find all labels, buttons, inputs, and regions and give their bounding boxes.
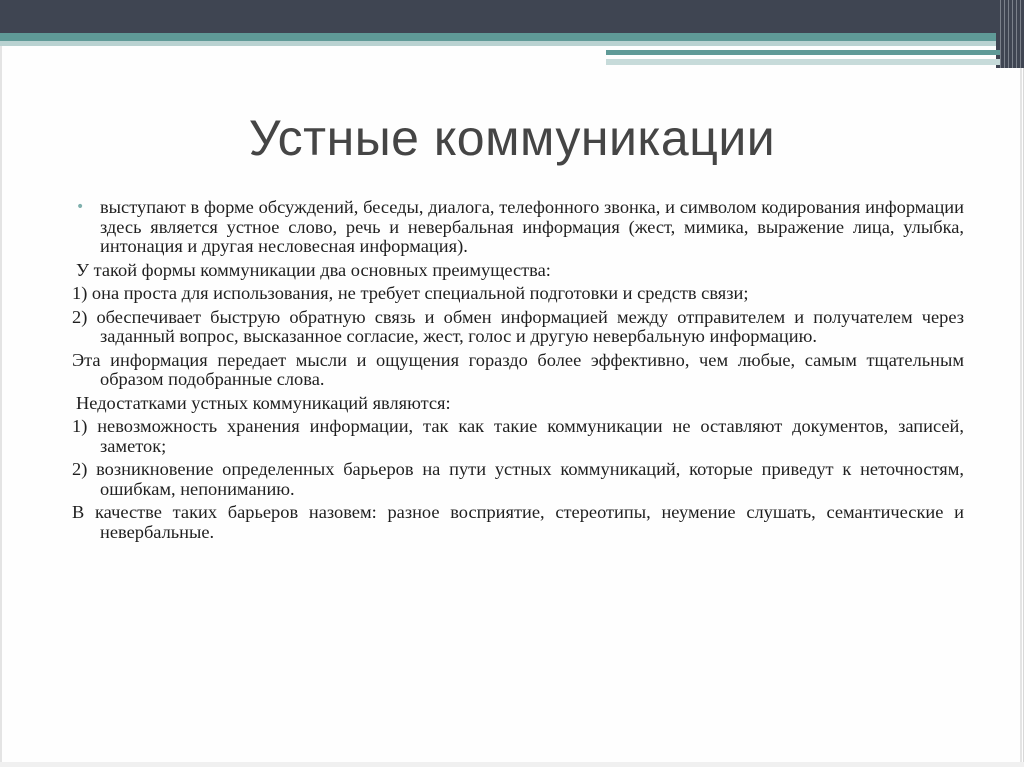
bullet-paragraph: [72, 198, 964, 257]
paragraph-advantage-1: 1) она проста для использования, не требует специальной подготовки и средств связи;: [72, 283, 749, 303]
paragraph-text: выступают в форме обсуждений, беседы, диалога, телефонного звонка, и символом кодирования информации здесь является устное слово, речь и невербальная информация (жест, мимика, выражение лица, улыбка, интонация и другая несловесная информация).: [100, 197, 964, 256]
slide-title: Устные коммуникации: [248, 110, 776, 166]
frame-line-bottom: [0, 762, 1024, 767]
accent-line-teal: [606, 50, 1000, 55]
frame-line-right: [1020, 68, 1022, 767]
bullet-icon: •: [76, 199, 85, 215]
paragraph-barriers: В качестве таких барьеров назовем: разное восприятие, стереотипы, неумение слушать, семантические и невербальные.: [72, 502, 964, 542]
top-light-bar: [0, 41, 1000, 46]
frame-line-left: [0, 46, 2, 767]
paragraph-efficiency: Эта информация передает мысли и ощущения гораздо более эффективно, чем любые, самым тщательным образом подобранные слова.: [72, 349, 964, 389]
top-dark-bar: [0, 0, 1024, 33]
paragraph-advantage-2: 2) обеспечивает быструю обратную связь и обмен информацией между отправителем и получателем через заданный вопрос, высказанное согласие, жест, голос и другую невербальную информацию.: [72, 306, 964, 346]
right-stripes: [1000, 0, 1022, 68]
paragraph-disadvantage-2: 2) возникновение определенных барьеров на пути устных коммуникаций, которые приведут к неточностям, ошибкам, непониманию.: [72, 459, 964, 499]
paragraph-disadvantages-heading: Недостатками устных коммуникаций являются:: [76, 392, 451, 413]
top-teal-bar: [0, 33, 1024, 41]
accent-line-light: [606, 59, 1000, 65]
paragraph-advantages-heading: У такой формы коммуникации два основных преимущества:: [76, 259, 551, 280]
paragraph-disadvantage-1: 1) невозможность хранения информации, так как такие коммуникации не оставляют документов, записей, заметок;: [72, 416, 964, 456]
slide-body: [72, 198, 964, 546]
